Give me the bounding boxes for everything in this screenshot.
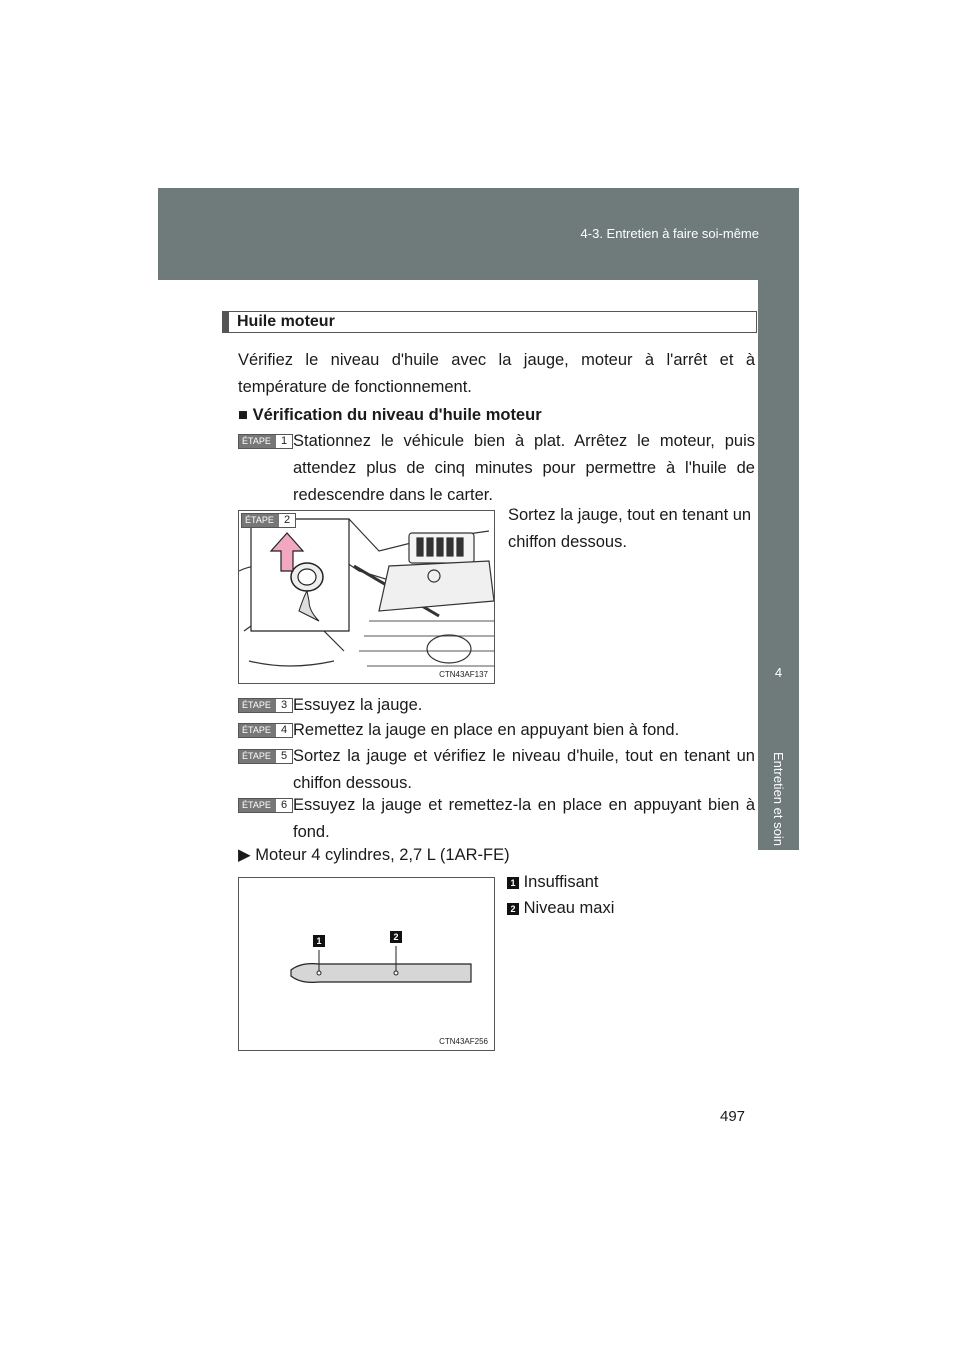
engine-dipstick-figure xyxy=(238,510,495,684)
figure-code: CTN43AF256 xyxy=(439,1037,488,1046)
engine-illustration xyxy=(239,511,495,684)
step-number: 1 xyxy=(280,435,288,447)
legend-item-2 xyxy=(507,895,757,922)
marker-1-icon: 1 xyxy=(507,877,519,889)
subheading-text: Vérification du niveau d'huile moteur xyxy=(252,406,542,424)
step-6-text: Essuyez la jauge et remettez-la en place en appuyant bien à fond. xyxy=(293,796,755,841)
marker-2-icon: 2 xyxy=(390,931,402,943)
step-word: ÉTAPE xyxy=(239,699,276,712)
step-badge-3 xyxy=(238,698,293,713)
chapter-section-title: 4-3. Entretien à faire soi-même xyxy=(580,226,759,241)
step-word: ÉTAPE xyxy=(239,435,276,448)
subheading xyxy=(238,402,755,429)
step-number: 2 xyxy=(283,514,291,526)
engine-variant-text: Moteur 4 cylindres, 2,7 L (1AR-FE) xyxy=(255,846,510,864)
step-5-text: Sortez la jauge et vérifiez le niveau d'huile, tout en tenant un chiffon dessous. xyxy=(293,747,755,792)
figure-code: CTN43AF137 xyxy=(439,670,488,679)
square-bullet-icon: ■ xyxy=(238,406,253,424)
triangle-bullet-icon: ▶ xyxy=(238,846,256,864)
legend-label: Insuffisant xyxy=(523,873,599,891)
step-4-text: Remettez la jauge en place en appuyant bien à fond. xyxy=(293,721,680,739)
step-number: 6 xyxy=(280,799,288,811)
step-number: 4 xyxy=(280,724,288,736)
chapter-number: 4 xyxy=(774,665,783,680)
legend-item-1 xyxy=(507,869,757,896)
engine-variant xyxy=(238,842,755,869)
step-number: 5 xyxy=(280,750,288,762)
legend-label: Niveau maxi xyxy=(523,899,615,917)
step-badge-5 xyxy=(238,749,293,764)
step-badge-1 xyxy=(238,434,293,449)
chapter-header-band xyxy=(158,188,799,280)
page-number: 497 xyxy=(720,1108,746,1125)
step-1-text: Stationnez le véhicule bien à plat. Arrêtez le moteur, puis attendez plus de cinq minutes pour permettre à l'huile de redescendre dans le carter. xyxy=(293,432,755,504)
section-title: Huile moteur xyxy=(222,311,757,333)
step-badge-6 xyxy=(238,798,293,813)
chapter-side-tab xyxy=(758,280,799,850)
step-badge-4 xyxy=(238,723,293,738)
step-2-text: Sortez la jauge, tout en tenant un chiffon dessous. xyxy=(508,506,752,551)
step-word: ÉTAPE xyxy=(239,799,276,812)
marker-1-icon: 1 xyxy=(313,935,325,947)
dipstick-illustration xyxy=(239,878,495,1051)
step-badge-2 xyxy=(241,513,296,528)
step-3-text: Essuyez la jauge. xyxy=(293,696,423,714)
step-number: 3 xyxy=(280,699,288,711)
step-word: ÉTAPE xyxy=(242,514,279,527)
marker-2-icon: 2 xyxy=(507,903,519,915)
dipstick-level-figure xyxy=(238,877,495,1051)
step-word: ÉTAPE xyxy=(239,750,276,763)
chapter-label: Entretien et soin xyxy=(771,752,786,846)
intro-paragraph: Vérifiez le niveau d'huile avec la jauge, moteur à l'arrêt et à température de fonctionnement. xyxy=(238,351,755,396)
step-word: ÉTAPE xyxy=(239,724,276,737)
